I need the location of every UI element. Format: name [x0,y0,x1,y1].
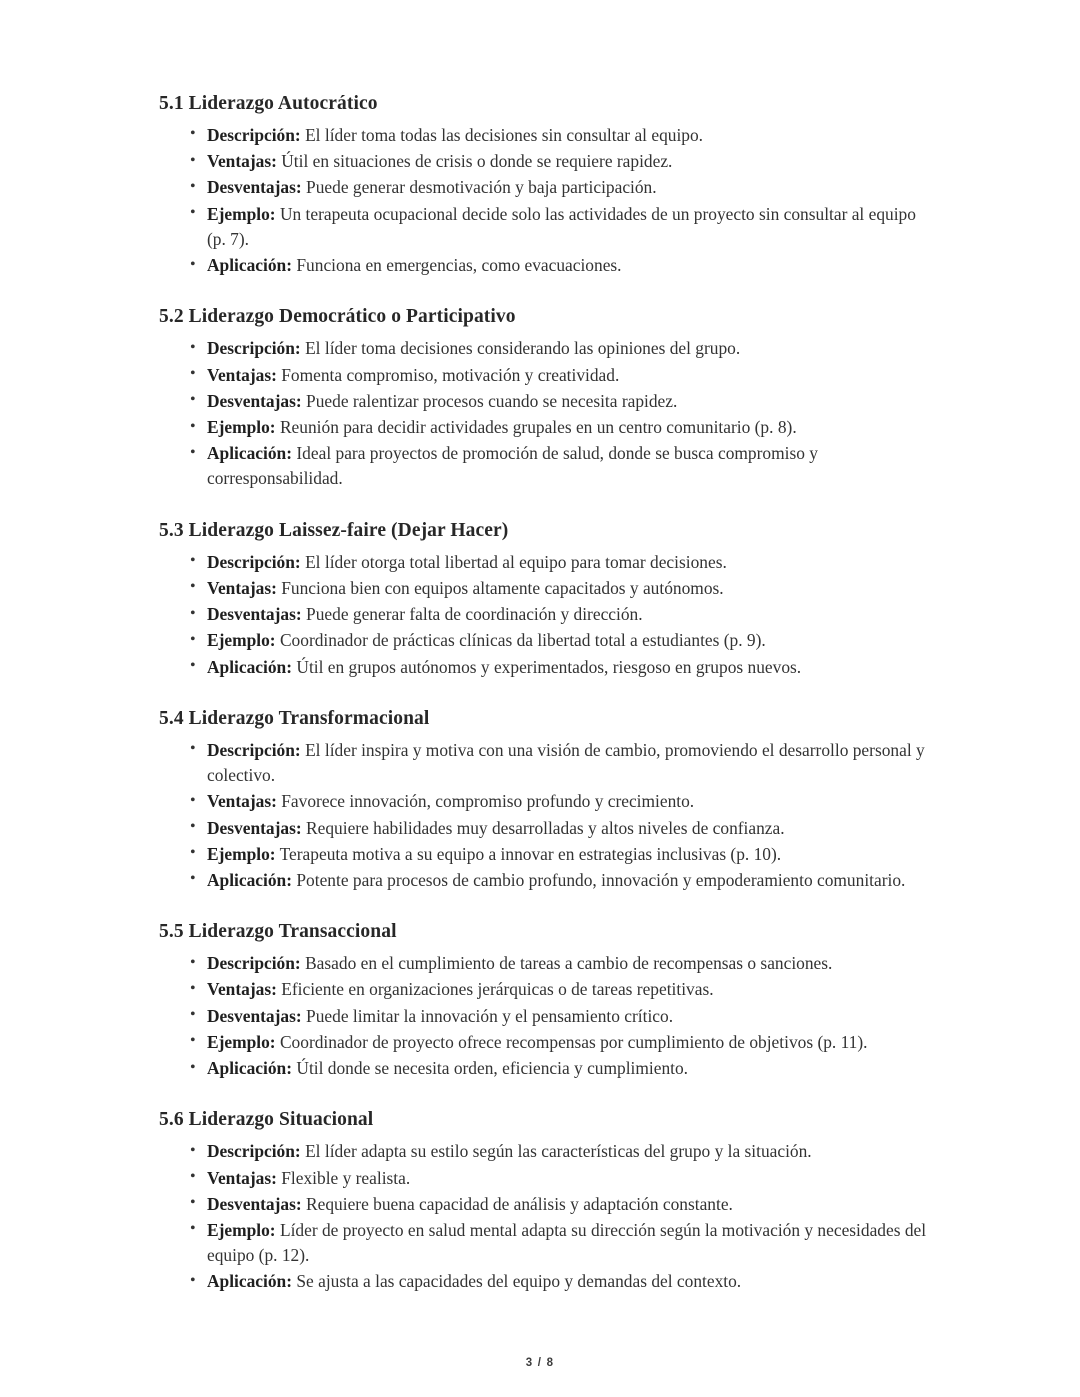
list-item-text: Útil en situaciones de crisis o donde se requiere rapidez. [281,151,673,172]
list-item [159,1004,939,1029]
list-item-label: Desventajas: [207,1005,302,1026]
list-item [159,389,939,414]
list-item-label: Descripción: [207,124,301,145]
document-section [159,519,939,680]
list-item-label: Aplicación: [207,656,293,677]
section-heading: 5.1 Liderazgo Autocrático [159,93,378,114]
list-item [159,977,939,1002]
bullet-list [159,123,939,278]
list-item-text: Líder de proyecto en salud mental adapta su dirección según la motivación y necesidades del equipo (p. 12). [207,1219,927,1266]
list-item [159,951,939,976]
bullet-list [159,550,939,680]
list-item-text: Puede generar desmotivación y baja participación. [306,177,657,198]
section-heading: 5.3 Liderazgo Laissez-faire (Dejar Hacer) [159,519,509,541]
list-item-label: Ejemplo: [207,1219,276,1240]
document-section [159,1108,939,1294]
list-item-label: Descripción: [207,739,301,760]
list-item-label: Desventajas: [207,604,302,625]
list-item [159,1192,939,1217]
list-item [159,336,939,361]
list-item-label: Ejemplo: [207,417,276,438]
document-content [159,92,939,1295]
list-item-text: Coordinador de proyecto ofrece recompensas por cumplimiento de objetivos (p. 11). [279,1031,868,1052]
list-item [159,628,939,653]
list-item [159,1269,939,1294]
list-item-text: El líder otorga total libertad al equipo para tomar decisiones. [305,551,727,572]
list-item-label: Descripción: [207,338,301,359]
list-item-text: Potente para procesos de cambio profundo, innovación y empoderamiento comunitario. [296,869,906,890]
list-item-label: Ventajas: [207,979,277,1000]
list-item-label: Ventajas: [207,1167,277,1188]
bullet-list [159,1139,939,1294]
list-item-label: Descripción: [207,1141,301,1162]
list-item-text: Funciona en emergencias, como evacuaciones. [296,255,622,276]
list-item [159,816,939,841]
list-item-label: Ejemplo: [207,203,276,224]
list-item-text: Coordinador de prácticas clínicas da libertad total a estudiantes (p. 9). [279,630,766,651]
list-item-label: Desventajas: [207,1193,302,1214]
list-item-label: Desventajas: [207,177,302,198]
list-item-label: Aplicación: [207,1271,293,1292]
list-item-label: Ejemplo: [207,843,276,864]
list-item-text: Requiere buena capacidad de análisis y adaptación constante. [306,1193,733,1214]
list-item-text: El líder adapta su estilo según las características del grupo y la situación. [305,1141,812,1162]
list-item-text: Fomenta compromiso, motivación y creatividad. [281,364,620,385]
list-item [159,576,939,601]
bullet-list [159,336,939,491]
list-item-text: El líder inspira y motiva con una visión de cambio, promoviendo el desarrollo personal y colectivo. [207,739,925,786]
list-item-text: Un terapeuta ocupacional decide solo las actividades de un proyecto sin consultar al equipo (p. 7). [207,203,916,249]
list-item-text: Funciona bien con equipos altamente capacitados y autónomos. [281,577,724,598]
list-item-text: Puede ralentizar procesos cuando se necesita rapidez. [306,390,678,411]
list-item-text: El líder toma todas las decisiones sin consultar al equipo. [305,124,704,145]
list-item-text: Ideal para proyectos de promoción de salud, donde se busca compromiso y corresponsabilidad. [207,443,818,489]
list-item-text: Basado en el cumplimiento de tareas a cambio de recompensas o sanciones. [305,953,833,974]
document-section [159,920,939,1081]
list-item-text: Reunión para decidir actividades grupales en un centro comunitario (p. 8). [279,417,797,438]
list-item-label: Descripción: [207,953,301,974]
list-item [159,602,939,627]
list-item-text: Útil en grupos autónomos y experimentados, riesgoso en grupos nuevos. [296,656,802,677]
list-item-text: Puede limitar la innovación y el pensamiento crítico. [306,1005,674,1026]
list-item-label: Aplicación: [207,255,293,276]
section-heading: 5.2 Liderazgo Democrático o Participativo [159,306,516,328]
list-item-label: Ventajas: [207,577,277,598]
list-item-label: Aplicación: [207,443,293,464]
document-section [159,707,939,893]
list-item [159,123,939,148]
section-heading: 5.4 Liderazgo Transformacional [159,707,430,729]
bullet-list [159,951,939,1081]
document-section [159,92,939,278]
list-item [159,149,939,174]
list-item-label: Aplicación: [207,1058,293,1079]
list-item [159,1139,939,1164]
list-item [159,1030,939,1055]
list-item-text: Eficiente en organizaciones jerárquicas o de tareas repetitivas. [281,979,714,1000]
list-item [159,868,939,893]
list-item [159,738,939,788]
section-heading: 5.6 Liderazgo Situacional [159,1109,374,1131]
list-item-text: El líder toma decisiones considerando las opiniones del grupo. [305,338,741,359]
list-item-text: Favorece innovación, compromiso profundo y crecimiento. [281,791,695,812]
list-item [159,253,939,278]
list-item [159,202,939,252]
list-item-label: Ejemplo: [207,1031,276,1052]
list-item [159,441,939,491]
list-item-label: Desventajas: [207,817,302,838]
list-item-label: Ejemplo: [207,630,276,651]
list-item [159,550,939,575]
bullet-list [159,738,939,893]
list-item-label: Ventajas: [207,791,277,812]
list-item [159,415,939,440]
page-number-footer: 3 / 8 [525,1357,555,1369]
list-item-text: Se ajusta a las capacidades del equipo y demandas del contexto. [296,1271,742,1292]
list-item-label: Aplicación: [207,869,293,890]
list-item [159,655,939,680]
list-item-text: Terapeuta motiva a su equipo a innovar en estrategias inclusivas (p. 10). [279,843,782,864]
list-item [159,789,939,814]
list-item [159,1056,939,1081]
list-item-label: Ventajas: [207,364,277,385]
list-item [159,1166,939,1191]
list-item-label: Descripción: [207,551,301,572]
list-item [159,1218,939,1268]
list-item-text: Puede generar falta de coordinación y dirección. [306,604,643,625]
list-item [159,363,939,388]
list-item [159,842,939,867]
list-item [159,175,939,200]
document-section [159,305,939,491]
list-item-text: Útil donde se necesita orden, eficiencia y cumplimiento. [296,1058,689,1079]
list-item-text: Flexible y realista. [281,1167,411,1188]
list-item-text: Requiere habilidades muy desarrolladas y altos niveles de confianza. [306,817,785,838]
list-item-label: Desventajas: [207,390,302,411]
section-heading: 5.5 Liderazgo Transaccional [159,921,397,943]
list-item-label: Ventajas: [207,151,277,172]
